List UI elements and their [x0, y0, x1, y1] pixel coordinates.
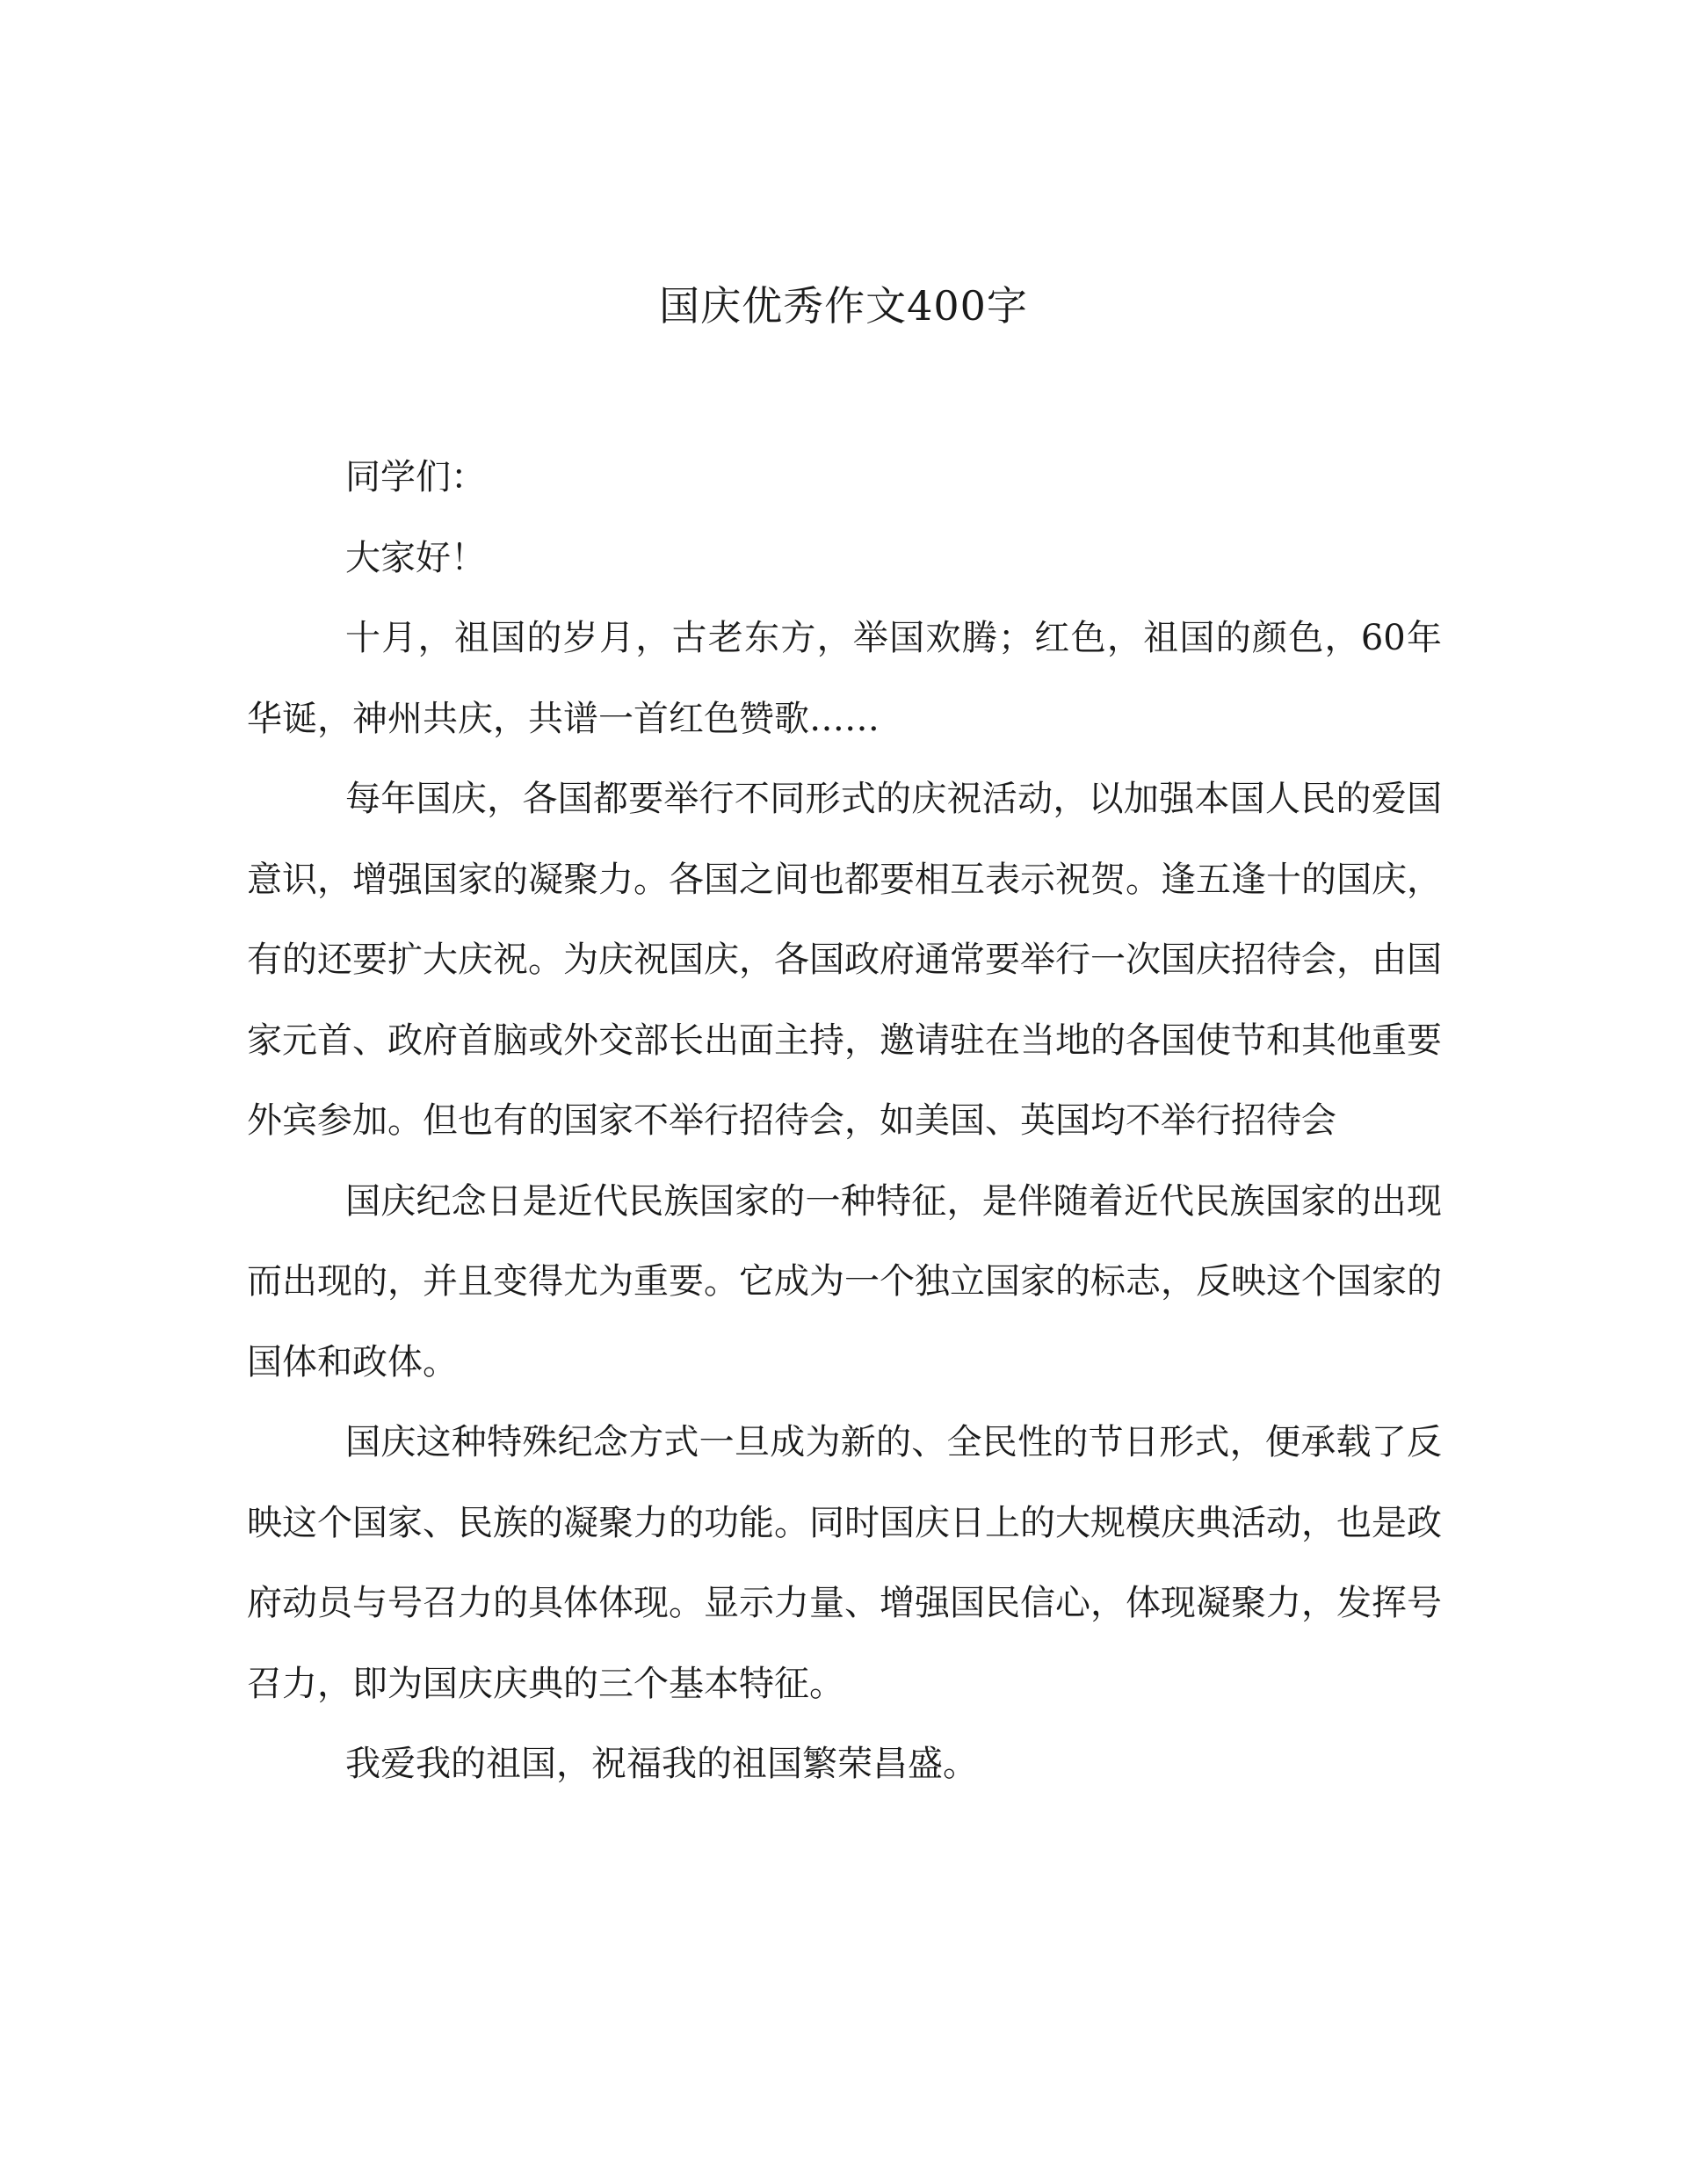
document-title: 国庆优秀作文400字 — [659, 282, 1028, 330]
salutation: 同学们： — [345, 457, 486, 497]
paragraph-october: 十月，祖国的岁月，古老东方，举国欢腾；红色，祖国的颜色，60年华诞，神州共庆，共谱一首红色赞歌…… — [247, 618, 1442, 739]
paragraph-national-day-significance: 国庆纪念日是近代民族国家的一种特征，是伴随着近代民族国家的出现而出现的，并且变得尤为重要。它成为一个独立国家的标志，反映这个国家的国体和政体。 — [247, 1180, 1442, 1382]
paragraph-celebrations: 每年国庆，各国都要举行不同形式的庆祝活动，以加强本国人民的爱国意识，增强国家的凝聚力。各国之间也都要相互表示祝贺。逢五逢十的国庆，有的还要扩大庆祝。为庆祝国庆，各国政府通常要举行一次国庆招待会，由国家元首、政府首脑或外交部长出面主持，邀请驻在当地的各国使节和其他重要外宾参加。但也有的国家不举行招待会，如美国、英国均不举行招待会 — [247, 779, 1442, 1141]
document-body — [247, 438, 1442, 1805]
paragraph-cohesion: 国庆这种特殊纪念方式一旦成为新的、全民性的节日形式，便承载了反映这个国家、民族的凝聚力的功能。同时国庆日上的大规模庆典活动，也是政府动员与号召力的具体体现。显示力量、增强国民信心，体现凝聚力，发挥号召力，即为国庆庆典的三个基本特征。 — [247, 1422, 1442, 1704]
paragraph-closing: 我爱我的祖国，祝福我的祖国繁荣昌盛。 — [345, 1744, 978, 1784]
greeting: 大家好！ — [345, 537, 486, 578]
